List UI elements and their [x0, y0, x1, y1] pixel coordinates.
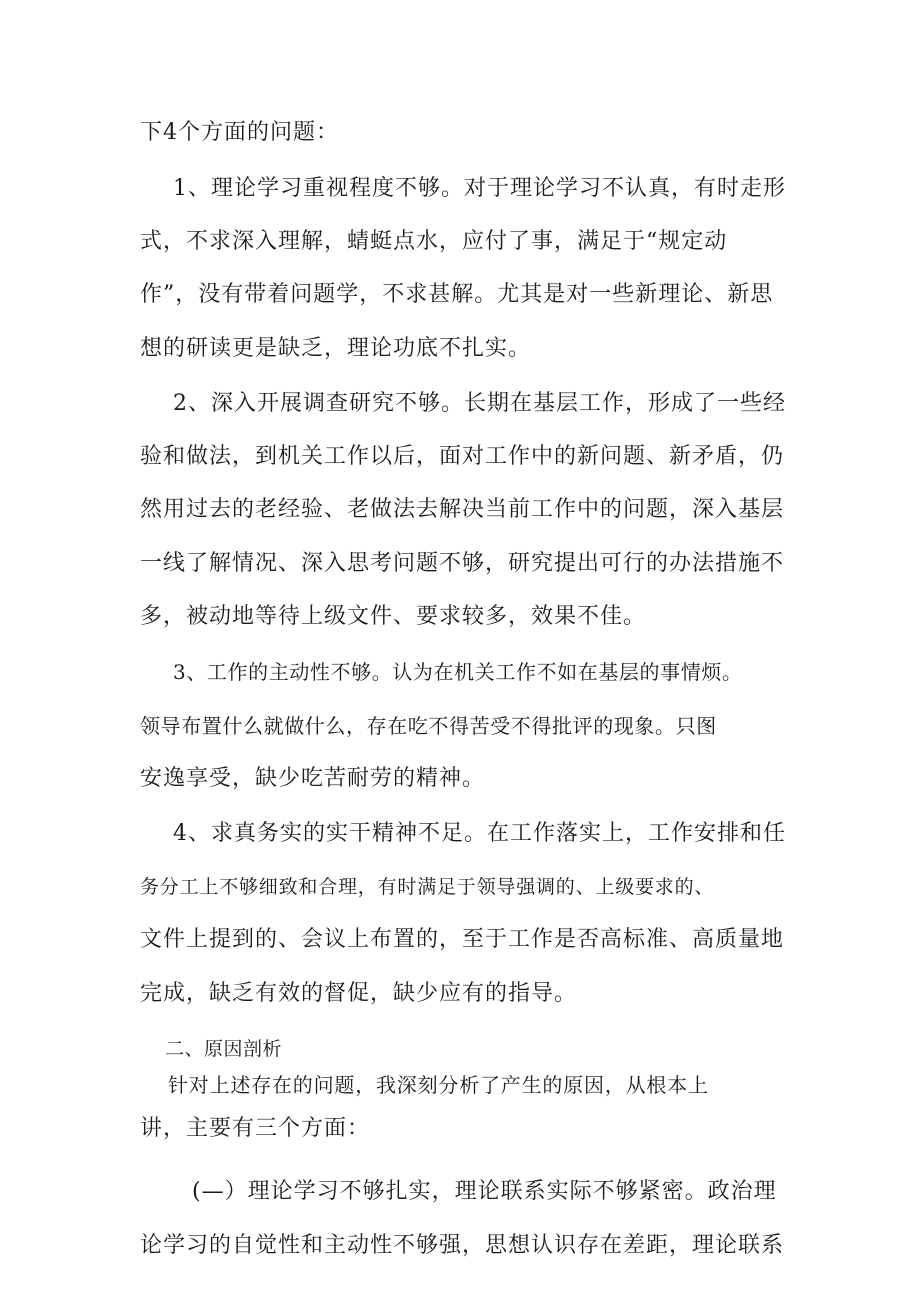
text-line: 讲，主要有三个方面： [140, 1116, 371, 1141]
text-line: 4、求真务实的实干精神不足。在工作落实上，工作安排和任 [173, 821, 786, 846]
text-line: 下4个方面的问题： [140, 120, 339, 145]
text-line: 完成，缺乏有效的督促，缺少应有的指导。 [140, 981, 578, 1006]
text-line: 一线了解情况、深入思考问题不够，研究提出可行的办法措施不 [140, 551, 785, 576]
text-line: 然用过去的老经验、老做法去解决当前工作中的问题，深入基层 [140, 497, 785, 522]
text-line: 论学习的自觉性和主动性不够强，思想认识存在差距，理论联系 [140, 1233, 785, 1258]
text-line: 2、深入开展调查研究不够。长期在基层工作，形成了一些经 [173, 391, 786, 416]
text-line: 想的研读更是缺乏，理论功底不扎实。 [140, 336, 532, 361]
text-line: 3、工作的主动性不够。认为在机关工作不如在基层的事情烦。 [173, 660, 743, 684]
text-line: 领导布置什么就做什么，存在吃不得苦受不得批评的现象。只图 [140, 714, 717, 738]
text-line: 针对上述存在的问题，我深刻分析了产生的原因，从根本上 [168, 1073, 709, 1097]
text-line: 务分工上不够细致和合理，有时满足于领导强调的、上级要求的、 [140, 876, 715, 898]
section-heading: 二、原因剖析 [165, 1038, 283, 1060]
text-line: 验和做法，到机关工作以后，面对工作中的新问题、新矛盾，仍 [140, 444, 785, 469]
text-line: 式，不求深入理解，蜻蜓点水，应付了事，满足于“规定动 [140, 229, 728, 254]
text-line: 1、理论学习重视程度不够。对于理论学习不认真，有时走形 [173, 176, 786, 201]
text-line: 多，被动地等待上级文件、要求较多，效果不佳。 [140, 604, 647, 629]
text-line: 作”，没有带着问题学，不求甚解。尤其是对一些新理论、新思 [140, 282, 774, 307]
text-line: (—）理论学习不够扎实，理论联系实际不够紧密。政治理 [192, 1179, 777, 1204]
text-line: 安逸享受，缺少吃苦耐劳的精神。 [140, 766, 486, 791]
text-line: 文件上提到的、会议上布置的，至于工作是否高标准、高质量地 [140, 927, 785, 952]
